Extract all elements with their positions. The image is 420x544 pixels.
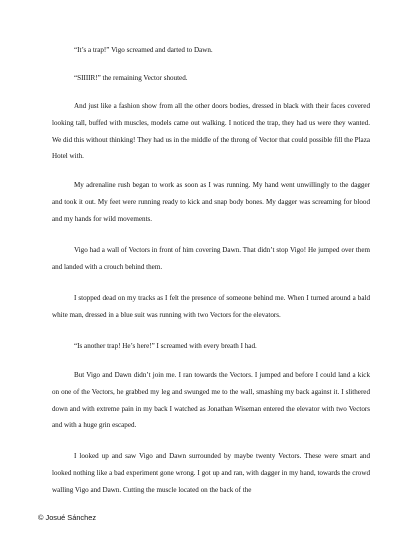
paragraph-1: “It’s a trap!” Vigo screamed and darted to Dawn. xyxy=(74,46,213,54)
paragraph-8: But Vigo and Dawn didn’t join me. I ran towards the Vectors. I jumped and before I could land a kick on one of the Vectors, he grabbed my leg and swunged me to the wall, smashing my back against it. I slithered down and with extreme pain in my back I watched as Jonathan Wiseman entered the elevator with two Vectors and with a huge grin escaped. xyxy=(52,371,370,430)
paragraph-2: “SIIIIR!” the remaining Vector shouted. xyxy=(74,74,188,82)
paragraph-5: Vigo had a wall of Vectors in front of him covering Dawn. That didn’t stop Vigo! He jumped over them and landed with a crouch behind them. xyxy=(52,246,370,271)
paragraph-3: And just like a fashion show from all the other doors bodies, dressed in black with their faces covered looking tall, buffed with muscles, models came out walking. I noticed the trap, they had us were they wanted. We did this without thinking! They had us in the middle of the throng of Vector that could possible fill the Plaza Hotel with. xyxy=(52,102,370,161)
paragraph-9: I looked up and saw Vigo and Dawn surrounded by maybe twenty Vectors. These were smart and looked nothing like a bad experiment gone wrong. I got up and ran, with dagger in my hand, towards the crowd walling Vigo and Dawn. Cutting the muscle located on the back of the xyxy=(52,452,370,494)
paragraph-4: My adrenaline rush began to work as soon as I was running. My hand went unwillingly to the dagger and took it out. My feet were running ready to kick and snap body bones. My dagger was screaming for blood and my hands for wild movements. xyxy=(52,181,370,223)
paragraph-7: “Is another trap! He’s here!” I screamed with every breath I had. xyxy=(74,342,257,350)
paragraph-6: I stopped dead on my tracks as I felt the presence of someone behind me. When I turned around a bald white man, dressed in a blue suit was running with two Vectors for the elevators. xyxy=(52,294,370,319)
copyright-footer: © Josué Sánchez xyxy=(38,513,97,522)
